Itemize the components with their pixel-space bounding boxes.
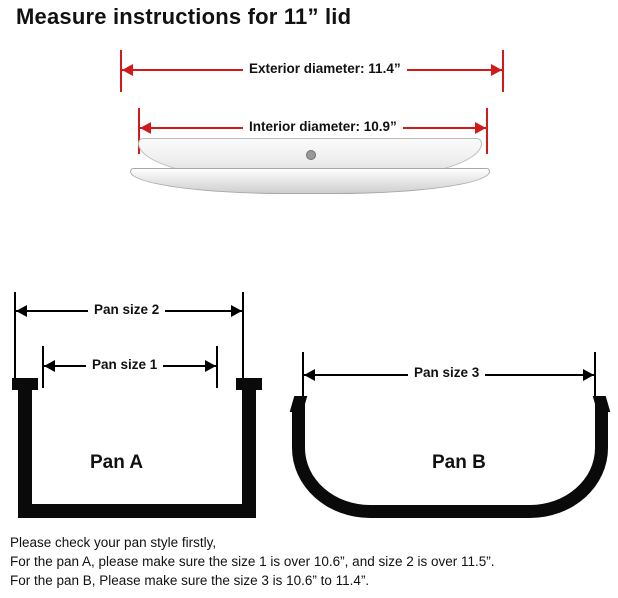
pan-size-2-label: Pan size 2 xyxy=(88,303,165,317)
pan-size-1-label: Pan size 1 xyxy=(86,358,163,372)
exterior-arrow-right-icon xyxy=(491,64,502,76)
pan-a-label: Pan A xyxy=(90,452,144,473)
pan-a-wall-left xyxy=(18,378,32,518)
pan-size-1-arrow-left-icon xyxy=(44,360,55,372)
interior-arrow-left-icon xyxy=(140,122,151,134)
pan-size-2-arrow-left-icon xyxy=(16,305,27,317)
lid-illustration xyxy=(130,138,490,200)
lid-rim xyxy=(130,168,490,194)
pan-size-1-arrow-right-icon xyxy=(205,360,216,372)
exterior-arrow-left-icon xyxy=(122,64,133,76)
interior-diameter-label: Interior diameter: 10.9” xyxy=(243,120,403,134)
footer-line-2: For the pan A, please make sure the size 1 is over 10.6”, and size 2 is over 11.5”. xyxy=(10,554,495,569)
exterior-tick-right xyxy=(502,50,504,92)
exterior-diameter-label: Exterior diameter: 11.4” xyxy=(243,62,407,76)
pan-b-label: Pan B xyxy=(432,452,486,473)
page-title: Measure instructions for 11” lid xyxy=(16,4,352,29)
footer-notes xyxy=(10,533,610,590)
pan-b-illustration xyxy=(292,376,608,518)
footer-line-3: For the pan B, Please make sure the size 3 is 10.6” to 11.4”. xyxy=(10,573,370,588)
pan-a-bottom xyxy=(18,504,256,518)
pan-a-illustration xyxy=(12,378,262,518)
pan-size-2-arrow-right-icon xyxy=(231,305,242,317)
pan-size-3-label: Pan size 3 xyxy=(408,366,485,380)
footer-line-1: Please check your pan style firstly, xyxy=(10,535,217,550)
pan-a-wall-right xyxy=(242,378,256,518)
lid-knob xyxy=(306,150,316,160)
interior-arrow-right-icon xyxy=(475,122,486,134)
pan-size-2-tick-right xyxy=(242,292,244,388)
